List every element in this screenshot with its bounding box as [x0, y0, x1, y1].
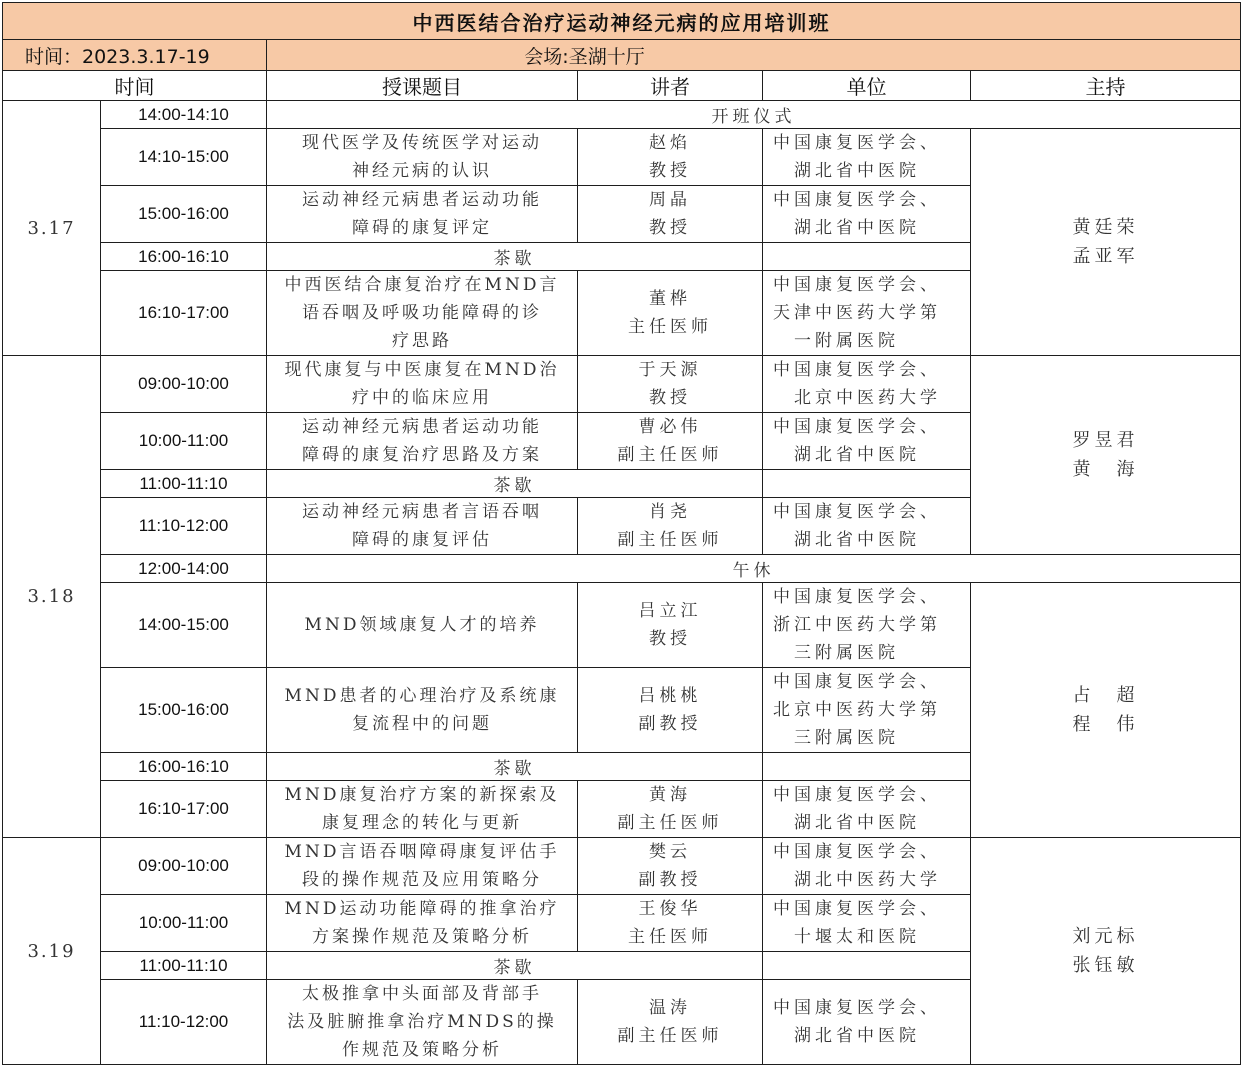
time-cell: 11:10-12:00: [101, 498, 267, 555]
topic-cell: MND领域康复人才的培养: [267, 583, 578, 668]
topic-cell: 运动神经元病患者运动功能 障碍的康复评定: [267, 186, 578, 243]
header-org: 单位: [763, 71, 971, 101]
event-cell: 午休: [267, 555, 1241, 583]
topic-cell: 现代医学及传统医学对运动 神经元病的认识: [267, 129, 578, 186]
time-cell: 14:00-15:00: [101, 583, 267, 668]
day-label: 3.17: [3, 101, 101, 356]
topic-cell: 中西医结合康复治疗在MND言 语吞咽及呼吸功能障碍的诊 疗思路: [267, 271, 578, 356]
time-cell: 16:00-16:10: [101, 243, 267, 271]
topic-cell: 运动神经元病患者言语吞咽 障碍的康复评估: [267, 498, 578, 555]
org-cell: 中国康复医学会、 十堰太和医院: [763, 895, 971, 952]
break-cell: 茶歇: [267, 470, 763, 498]
event-time: 时间：2023.3.17-19: [3, 40, 267, 71]
header-host: 主持: [971, 71, 1241, 101]
org-cell: 中国康复医学会、 湖北中医药大学: [763, 838, 971, 895]
break-cell: 茶歇: [267, 753, 763, 781]
org-cell: 中国康复医学会、 北京中医药大学第 三附属医院: [763, 668, 971, 753]
topic-cell: 现代康复与中医康复在MND治 疗中的临床应用: [267, 356, 578, 413]
org-cell: 中国康复医学会、 湖北省中医院: [763, 186, 971, 243]
empty-cell: [763, 470, 971, 498]
org-cell: 中国康复医学会、 天津中医药大学第 一附属医院: [763, 271, 971, 356]
time-cell: 14:00-14:10: [101, 101, 267, 129]
header-topic: 授课题目: [267, 71, 578, 101]
time-cell: 15:00-16:00: [101, 186, 267, 243]
table-row: [3, 555, 1241, 583]
time-cell: 09:00-10:00: [101, 356, 267, 413]
time-cell: 10:00-11:00: [101, 413, 267, 470]
day-label: 3.18: [3, 356, 101, 838]
speaker-cell: 董桦 主任医师: [578, 271, 763, 356]
header-row: [3, 71, 1241, 101]
speaker-cell: 温涛 副主任医师: [578, 980, 763, 1065]
speaker-cell: 于天源 教授: [578, 356, 763, 413]
empty-cell: [763, 243, 971, 271]
org-cell: 中国康复医学会、 北京中医药大学: [763, 356, 971, 413]
host-cell: 占 超 程 伟: [971, 583, 1241, 838]
speaker-cell: 黄海 副主任医师: [578, 781, 763, 838]
time-cell: 12:00-14:00: [101, 555, 267, 583]
topic-cell: 运动神经元病患者运动功能 障碍的康复治疗思路及方案: [267, 413, 578, 470]
event-cell: 开班仪式: [267, 101, 1241, 129]
time-cell: 14:10-15:00: [101, 129, 267, 186]
host-cell: 刘元标 张钰敏: [971, 838, 1241, 1065]
time-cell: 16:10-17:00: [101, 781, 267, 838]
time-cell: 11:00-11:10: [101, 952, 267, 980]
table-row: [3, 838, 1241, 895]
speaker-cell: 吕桃桃 副教授: [578, 668, 763, 753]
table-row: [3, 356, 1241, 413]
speaker-cell: 周晶 教授: [578, 186, 763, 243]
empty-cell: [763, 753, 971, 781]
org-cell: 中国康复医学会、 湖北省中医院: [763, 413, 971, 470]
table-row: [3, 583, 1241, 668]
empty-cell: [763, 952, 971, 980]
time-cell: 09:00-10:00: [101, 838, 267, 895]
schedule-table: [2, 2, 1241, 1065]
event-venue: 会场:圣湖十厅: [267, 40, 1241, 71]
time-cell: 15:00-16:00: [101, 668, 267, 753]
time-cell: 11:10-12:00: [101, 980, 267, 1065]
topic-cell: MND言语吞咽障碍康复评估手 段的操作规范及应用策略分: [267, 838, 578, 895]
topic-cell: MND康复治疗方案的新探索及 康复理念的转化与更新: [267, 781, 578, 838]
org-cell: 中国康复医学会、 湖北省中医院: [763, 781, 971, 838]
topic-cell: MND运动功能障碍的推拿治疗 方案操作规范及策略分析: [267, 895, 578, 952]
page-title: 中西医结合治疗运动神经元病的应用培训班: [3, 3, 1241, 40]
speaker-cell: 王俊华 主任医师: [578, 895, 763, 952]
speaker-cell: 肖尧 副主任医师: [578, 498, 763, 555]
header-time: 时间: [3, 71, 267, 101]
speaker-cell: 曹必伟 副主任医师: [578, 413, 763, 470]
break-cell: 茶歇: [267, 243, 763, 271]
time-cell: 16:00-16:10: [101, 753, 267, 781]
time-cell: 11:00-11:10: [101, 470, 267, 498]
header-speaker: 讲者: [578, 71, 763, 101]
speaker-cell: 赵焰 教授: [578, 129, 763, 186]
host-cell: 罗昱君 黄 海: [971, 356, 1241, 555]
day-label: 3.19: [3, 838, 101, 1065]
topic-cell: 太极推拿中头面部及背部手 法及脏腑推拿治疗MNDS的操 作规范及策略分析: [267, 980, 578, 1065]
time-cell: 10:00-11:00: [101, 895, 267, 952]
table-row: [3, 129, 1241, 186]
topic-cell: MND患者的心理治疗及系统康 复流程中的问题: [267, 668, 578, 753]
org-cell: 中国康复医学会、 湖北省中医院: [763, 498, 971, 555]
speaker-cell: 樊云 副教授: [578, 838, 763, 895]
break-cell: 茶歇: [267, 952, 763, 980]
table-row: [3, 101, 1241, 129]
time-cell: 16:10-17:00: [101, 271, 267, 356]
org-cell: 中国康复医学会、 湖北省中医院: [763, 129, 971, 186]
speaker-cell: 吕立江 教授: [578, 583, 763, 668]
org-cell: 中国康复医学会、 湖北省中医院: [763, 980, 971, 1065]
title-row: [3, 3, 1241, 40]
org-cell: 中国康复医学会、 浙江中医药大学第 三附属医院: [763, 583, 971, 668]
info-row: [3, 40, 1241, 71]
host-cell: 黄廷荣 孟亚军: [971, 129, 1241, 356]
